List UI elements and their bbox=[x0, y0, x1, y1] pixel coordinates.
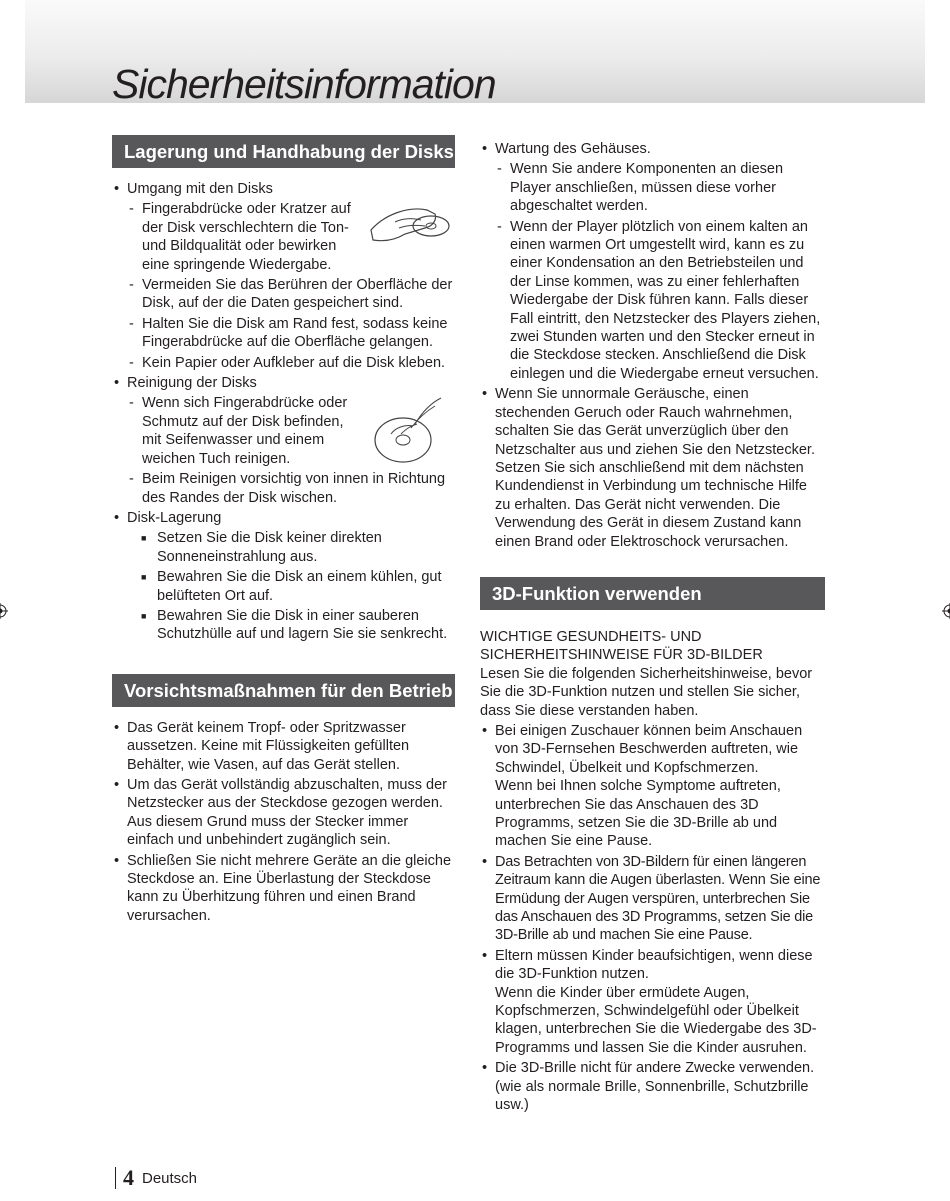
list-item-text: Das Gerät keinem Tropf- oder Spritzwasser aussetzen. Keine mit Flüssigkeiten gefüllten Behälter, wie Vasen, auf das Gerät stellen. bbox=[127, 719, 410, 773]
list-item bbox=[112, 180, 455, 372]
list-item bbox=[480, 853, 825, 945]
list-item-text: Wenn bei Ihnen solche Symptome auftreten, unterbrechen Sie das Anschauen des 3D Programms, setzen Sie die 3D-Brille ab und machen Sie eine Pause. bbox=[495, 778, 781, 850]
list-item-text: Beim Reinigen vorsichtig von innen in Richtung des Randes der Disk wischen. bbox=[142, 471, 446, 506]
list-item bbox=[480, 722, 825, 851]
section-title-operation-precautions: Vorsichtsmaßnahmen für den Betrieb bbox=[112, 674, 455, 707]
3d-intro bbox=[480, 628, 825, 720]
list-item-text: Das Betrachten von 3D-Bildern für einen längeren Zeitraum kann die Augen überlasten. Wenn Sie eine Ermüdung der Augen verspüren, unterbrechen Sie das Anschauen des 3D Programms, setzen Sie die 3D-Brille ab und machen Sie eine Pause. bbox=[495, 853, 821, 944]
list-item bbox=[112, 852, 455, 926]
list-item-text: Wenn der Player plötzlich von einem kalten an einen warmen Ort umgestellt wird, kann es zu einer Kondensation an den Betriebsteilen und der Linse kommen, was zu einer fehlerhaften Wiedergabe der Disk führen kann. Falls dieser Fall eintritt, den Netzstecker des Players ziehen, zwei Stunden warten und den Stecker erneut in die Steckdose stecken. Anschließend die Disk einlegen und die Wiedergabe erneut versuchen. bbox=[510, 218, 821, 382]
list-item-text: Fingerabdrücke oder Kratzer auf der Disk verschlechtern die Ton- und Bildqualität oder bewirken eine springende Wiedergabe. bbox=[142, 201, 351, 273]
list-item bbox=[112, 719, 455, 774]
registration-mark-icon bbox=[0, 603, 8, 619]
registration-mark-icon bbox=[942, 603, 950, 619]
hand-holding-disc-illustration bbox=[365, 200, 455, 256]
list-item-text: Wenn sich Fingerabdrücke oder Schmutz auf der Disk befinden, mit Seifenwasser und einem weichen Tuch reinigen. bbox=[142, 395, 348, 467]
list-item-label: Disk-Lagerung bbox=[127, 509, 222, 526]
section-title-disk-storage: Lagerung und Handhabung der Disks bbox=[112, 135, 455, 168]
list-item bbox=[480, 140, 825, 383]
list-item-text: Eltern müssen Kinder beaufsichtigen, wenn diese die 3D-Funktion nutzen. bbox=[495, 947, 813, 983]
list-item-text: Vermeiden Sie das Berühren der Oberfläche der Disk, auf der die Daten gespeichert sind. bbox=[142, 277, 453, 312]
list-item-text: Halten Sie die Disk am Rand fest, sodass keine Fingerabdrücke auf die Oberfläche gelangen. bbox=[142, 315, 448, 351]
list-item-text: Schließen Sie nicht mehrere Geräte an die gleiche Steckdose an. Eine Überlastung der Steckdose kann zu Überhitzung führen und einen Brand verursachen. bbox=[127, 852, 452, 924]
list-item bbox=[127, 607, 455, 644]
list-item bbox=[127, 568, 455, 605]
list-item bbox=[112, 374, 455, 507]
3d-warnings-list bbox=[480, 722, 825, 1115]
list-item-label: Umgang mit den Disks bbox=[127, 181, 273, 197]
list-item-label: Reinigung der Disks bbox=[127, 375, 257, 392]
list-item-text: Wenn die Kinder über ermüdete Augen, Kopfschmerzen, Schwindelgefühl oder Übelkeit klagen, unterbrechen Sie die Wiedergabe des 3D-Programms und lassen Sie die Kinder ausruhen. bbox=[495, 984, 817, 1056]
3d-heading-line: WICHTIGE GESUNDHEITS- UND bbox=[480, 628, 702, 645]
list-item bbox=[495, 218, 825, 384]
3d-heading-line: SICHERHEITSHINWEISE FÜR 3D-BILDER bbox=[480, 647, 763, 664]
operation-list bbox=[112, 719, 455, 925]
list-item-text: Setzen Sie die Disk keiner direkten Sonneneinstrahlung aus. bbox=[157, 530, 382, 565]
list-item bbox=[127, 470, 455, 507]
list-item bbox=[127, 276, 455, 313]
list-item-label: Wartung des Gehäuses. bbox=[495, 141, 651, 157]
disk-storage-list bbox=[112, 180, 455, 644]
left-column bbox=[112, 135, 455, 925]
list-item-text: Um das Gerät vollständig abzuschalten, muss der Netzstecker aus der Steckdose gezogen werden. Aus diesem Grund muss der Stecker immer einfach und unbehindert zugänglich sein. bbox=[127, 776, 447, 849]
page-number: 4 bbox=[123, 1165, 134, 1190]
3d-intro-text: Lesen Sie die folgenden Sicherheitshinweise, bevor Sie die 3D-Funktion nutzen und stellen Sie sicher, dass Sie diese verstanden haben. bbox=[480, 665, 813, 719]
list-item bbox=[480, 947, 825, 1057]
list-item bbox=[480, 385, 825, 551]
list-item bbox=[112, 509, 455, 644]
list-item bbox=[480, 1059, 825, 1114]
list-item bbox=[127, 315, 455, 352]
list-item-text: Bewahren Sie die Disk an einem kühlen, gut belüfteten Ort auf. bbox=[157, 569, 442, 604]
section-title-3d-function: 3D-Funktion verwenden bbox=[480, 577, 825, 610]
list-item bbox=[112, 776, 455, 850]
right-column bbox=[480, 138, 825, 1115]
list-item-text: Bewahren Sie die Disk in einer sauberen Schutzhülle auf und lagern Sie sie senkrecht. bbox=[157, 607, 448, 643]
footer-language: Deutsch bbox=[142, 1169, 198, 1187]
list-item bbox=[127, 394, 455, 468]
list-item-text: Wenn Sie andere Komponenten an diesen Player anschließen, müssen diese vorher abgeschaltet werden. bbox=[510, 161, 784, 215]
disc-cleaning-illustration bbox=[371, 394, 455, 466]
list-item-text: Wenn Sie unnormale Geräusche, einen stechenden Geruch oder Rauch wahrnehmen, schalten Sie das Gerät unverzüglich über den Netzschalter aus und ziehen Sie den Netzstecker. Setzen Sie sich anschließend mit dem nächsten Kundendienst in Verbindung um technische Hilfe zu erhalten. Das Gerät nicht verwenden. Die Verwendung des Gerät in diesem Zustand kann einen Brand oder Elektroschock verursachen. bbox=[495, 386, 815, 550]
list-item-text: Bei einigen Zuschauer können beim Anschauen von 3D-Fernsehen Beschwerden auftreten, wie Schwindel, Übelkeit und Kopfschmerzen. bbox=[495, 722, 803, 776]
list-item bbox=[127, 354, 455, 372]
list-item bbox=[495, 160, 825, 215]
list-item-text: Kein Papier oder Aufkleber auf die Disk kleben. bbox=[142, 354, 446, 371]
operation-list-continued bbox=[480, 140, 825, 551]
footer-divider bbox=[115, 1167, 116, 1189]
list-item bbox=[127, 200, 455, 274]
page-title: Sicherheitsinformation bbox=[112, 61, 496, 107]
list-item bbox=[127, 529, 455, 566]
list-item-text: Die 3D-Brille nicht für andere Zwecke verwenden. bbox=[495, 1060, 815, 1077]
list-item-text: (wie als normale Brille, Sonnenbrille, Schutzbrille usw.) bbox=[495, 1078, 809, 1114]
page-footer bbox=[115, 1165, 197, 1191]
